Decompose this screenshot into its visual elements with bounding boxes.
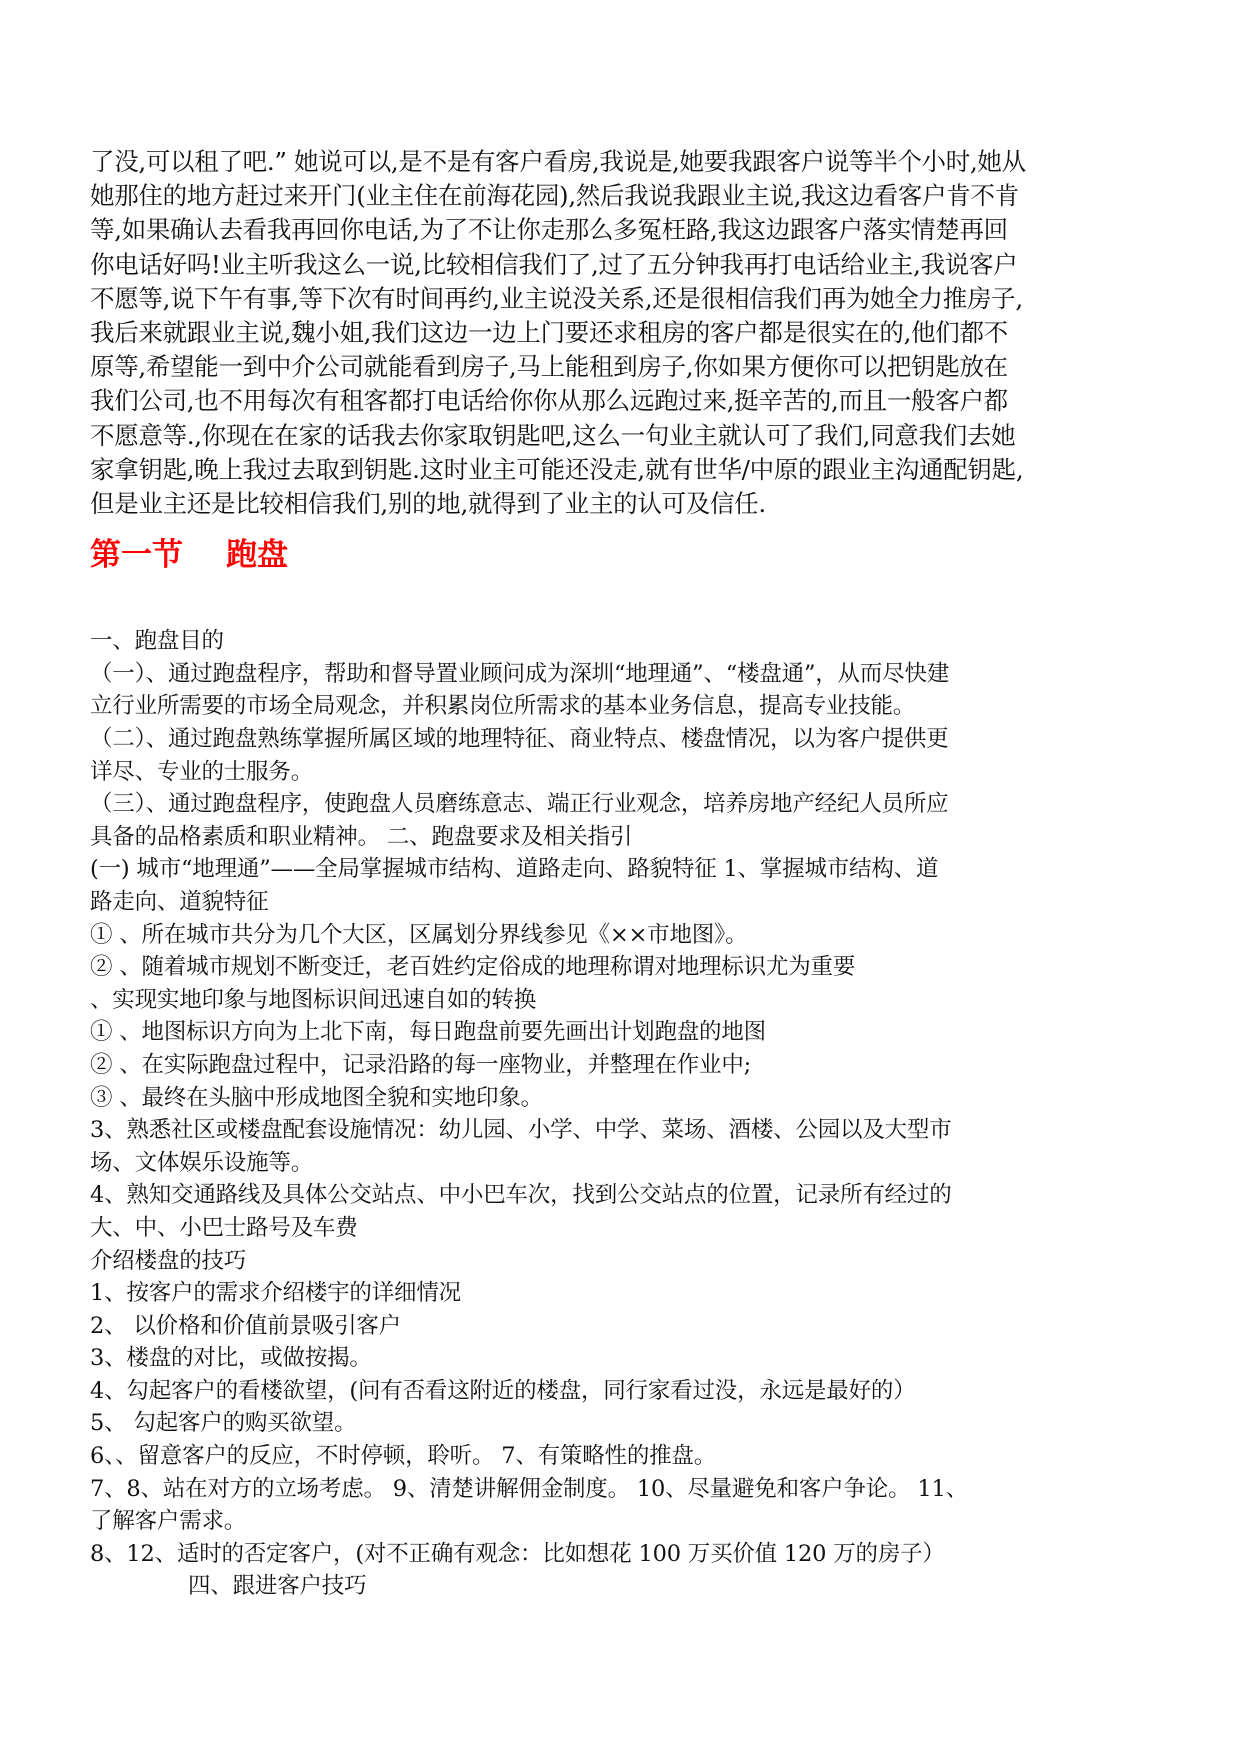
text-line: 6、、留意客户的反应，不时停顿，聆听。 7、有策略性的推盘。: [90, 1443, 717, 1470]
section-body: [90, 625, 1060, 1603]
text-line: 不愿等,说下午有事,等下次有时间再约,业主说没关系,还是很相信我们再为她全力推房子,: [90, 283, 1023, 313]
text-line: 路走向、道貌特征: [90, 888, 269, 915]
text-line: ② 、随着城市规划不断变迁，老百姓约定俗成的地理称谓对地理标识尤为重要: [90, 954, 856, 981]
text-line: 5、 勾起客户的购买欲望。: [90, 1410, 357, 1437]
text-line: 具备的品格素质和职业精神。 二、跑盘要求及相关指引: [90, 823, 633, 850]
text-line: ① 、地图标识方向为上北下南，每日跑盘前要先画出计划跑盘的地图: [90, 1019, 766, 1046]
story-paragraph: [90, 145, 1060, 521]
text-line: 场、文体娱乐设施等。: [90, 1149, 314, 1176]
text-line: 、实现实地印象与地图标识间迅速自如的转换: [90, 986, 537, 1013]
text-line: 2、 以价格和价值前景吸引客户: [90, 1312, 401, 1339]
text-line: 立行业所需要的市场全局观念，并积累岗位所需求的基本业务信息，提高专业技能。: [90, 693, 916, 720]
text-line: 4、熟知交通路线及具体公交站点、中小巴车次，找到公交站点的位置，记录所有经过的: [90, 1182, 952, 1209]
text-line: 4、勾起客户的看楼欲望，(问有否看这附近的楼盘，同行家看过没，永远是最好的）: [90, 1377, 916, 1404]
text-line: 8、12、适时的否定客户，(对不正确有观念：比如想花 100 万买价值 120 万的房子）: [90, 1540, 945, 1567]
text-line: 了解客户需求。: [90, 1508, 247, 1535]
text-line: 等,如果确认去看我再回你电话,为了不让你走那么多冤枉路,我这边跟客户落实情楚再回: [90, 215, 1008, 245]
text-line: 了没,可以租了吧.” 她说可以,是不是有客户看房,我说是,她要我跟客户说等半个小时,她从: [90, 147, 1026, 176]
text-line: 7、8、站在对方的立场考虑。 9、清楚讲解佣金制度。 10、尽量避免和客户争论。 11、: [90, 1475, 968, 1502]
text-line: 我后来就跟业主说,魏小姐,我们这边一边上门要还求租房的客户都是很实在的,他们都不: [90, 318, 1008, 348]
text-line: 但是业主还是比较相信我们,别的地,就得到了业主的认可及信任.: [90, 489, 766, 519]
text-line: 1、按客户的需求介绍楼宇的详细情况: [90, 1280, 461, 1307]
text-line: 3、熟悉社区或楼盘配套设施情况：幼儿园、小学、中学、菜场、酒楼、公园以及大型市: [90, 1117, 952, 1144]
text-line: 你电话好吗!业主听我这么一说,比较相信我们了,过了五分钟我再打电话给业主,我说客户: [90, 249, 1018, 279]
text-line: 原等,希望能一到中介公司就能看到房子,马上能租到房子,你如果方便你可以把钥匙放在: [90, 352, 1008, 382]
text-line: （三）、通过跑盘程序，使跑盘人员磨练意志、端正行业观念，培养房地产经纪人员所应: [90, 791, 949, 818]
text-line: 介绍楼盘的技巧: [90, 1247, 247, 1274]
text-line: 3、楼盘的对比，或做按揭。: [90, 1345, 372, 1372]
text-line: 大、中、小巴士路号及车费: [90, 1214, 358, 1241]
subsection-title: 四、跟进客户技巧: [188, 1573, 367, 1600]
text-line: 家拿钥匙,晚上我过去取到钥匙.这时业主可能还没走,就有世华/中原的跟业主沟通配钥匙,: [90, 454, 1024, 484]
text-line: 不愿意等.,你现在在家的话我去你家取钥匙吧,这么一句业主就认可了我们,同意我们去她: [90, 420, 1016, 450]
text-line: 详尽、专业的士服务。: [90, 758, 314, 785]
text-line: （二）、通过跑盘熟练掌握所属区域的地理特征、商业特点、楼盘情况，以为客户提供更: [90, 726, 949, 753]
document-page: [90, 145, 1060, 1603]
text-line: 一、跑盘目的: [90, 628, 224, 655]
text-line: 我们公司,也不用每次有租客都打电话给你你从那么远跑过来,挺辛苦的,而且一般客户都: [90, 386, 1008, 416]
text-line: (一) 城市“地理通”——全局掌握城市结构、道路走向、路貌特征 1、掌握城市结构、道: [90, 856, 939, 883]
text-line: ② 、在实际跑盘过程中，记录沿路的每一座物业，并整理在作业中;: [90, 1051, 752, 1078]
text-line: ① 、所在城市共分为几个大区，区属划分界线参见《××市地图》。: [90, 921, 748, 948]
section-heading: 第一节 跑盘: [90, 537, 289, 574]
text-line: （一）、通过跑盘程序，帮助和督导置业顾问成为深圳“地理通”、“楼盘通”，从而尽快建: [90, 660, 950, 687]
text-line: ③ 、最终在头脑中形成地图全貌和实地印象。: [90, 1084, 543, 1111]
text-line: 她那住的地方赶过来开门(业主住在前海花园),然后我说我跟业主说,我这边看客户肯不肯: [90, 181, 1019, 211]
